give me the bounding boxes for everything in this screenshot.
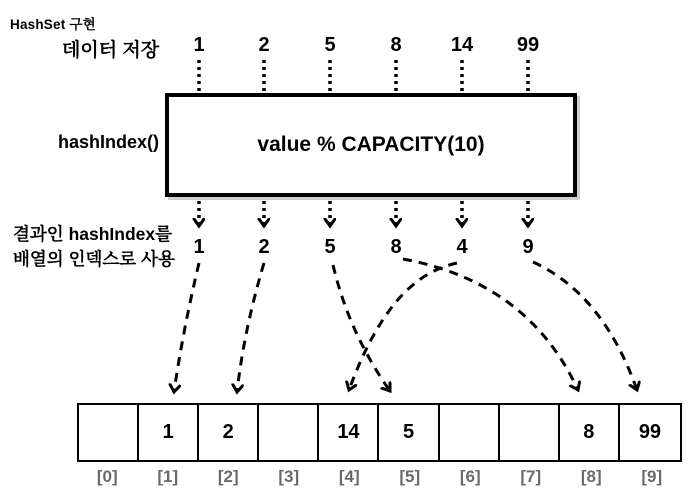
index-to-slot-arrows bbox=[174, 259, 637, 392]
input-values-label: 데이터 저장 bbox=[62, 40, 160, 61]
array-cell-5: 5 bbox=[379, 405, 439, 460]
input-value-14: 14 bbox=[450, 34, 474, 56]
array-cell-2: 2 bbox=[199, 405, 259, 460]
bucket-array bbox=[77, 403, 682, 462]
hash-formula: value % CAPACITY(10) bbox=[257, 133, 485, 156]
arrow-4-to-slot-4 bbox=[349, 263, 457, 390]
hash-result-5: 5 bbox=[324, 236, 336, 258]
index-label-6: [6] bbox=[459, 467, 481, 486]
arrow-8-to-slot-8 bbox=[403, 259, 578, 390]
index-label-1: [1] bbox=[157, 467, 179, 486]
hash-result-1: 1 bbox=[193, 236, 205, 258]
input-value-8: 8 bbox=[390, 34, 402, 56]
input-value-2: 2 bbox=[258, 34, 270, 56]
array-cell-6 bbox=[440, 405, 500, 460]
index-label-2: [2] bbox=[217, 467, 239, 486]
input-value-1: 1 bbox=[193, 34, 205, 56]
array-cell-1: 1 bbox=[139, 405, 199, 460]
arrow-2-to-slot-2 bbox=[237, 263, 264, 392]
array-cell-0 bbox=[79, 405, 139, 460]
hash-result-9: 9 bbox=[522, 236, 534, 258]
index-label-8: [8] bbox=[580, 467, 602, 486]
input-value-99: 99 bbox=[516, 34, 540, 56]
array-cell-4: 14 bbox=[319, 405, 379, 460]
input-value-5: 5 bbox=[324, 34, 336, 56]
index-label-3: [3] bbox=[278, 467, 300, 486]
arrow-9-to-slot-9 bbox=[533, 262, 637, 390]
index-label-9: [9] bbox=[641, 467, 663, 486]
array-cell-7 bbox=[500, 405, 560, 460]
array-cell-9: 99 bbox=[638, 421, 662, 443]
hash-function-box bbox=[165, 93, 577, 197]
array-cell-3 bbox=[259, 405, 319, 460]
arrow-5-to-slot-5 bbox=[333, 265, 390, 391]
array-cell-8: 8 bbox=[560, 405, 620, 460]
hash-result-4: 4 bbox=[456, 236, 468, 258]
index-label-0: [0] bbox=[96, 467, 118, 486]
index-label-4: [4] bbox=[338, 467, 360, 486]
result-label-line2: 배열의 인덱스로 사용 bbox=[13, 249, 175, 269]
index-label-7: [7] bbox=[520, 467, 542, 486]
hash-result-2: 2 bbox=[258, 236, 270, 258]
index-label-5: [5] bbox=[399, 467, 421, 486]
arrow-1-to-slot-1 bbox=[174, 263, 199, 392]
diagram-title: HashSet 구현 bbox=[10, 17, 96, 32]
result-label-line1: 결과인 hashIndex를 bbox=[13, 224, 173, 244]
hash-function-label: hashIndex() bbox=[57, 132, 159, 152]
array-index-labels bbox=[77, 467, 682, 487]
hash-output-arrows bbox=[199, 201, 528, 226]
hash-result-8: 8 bbox=[390, 236, 402, 258]
input-dotted-lines bbox=[199, 60, 528, 91]
